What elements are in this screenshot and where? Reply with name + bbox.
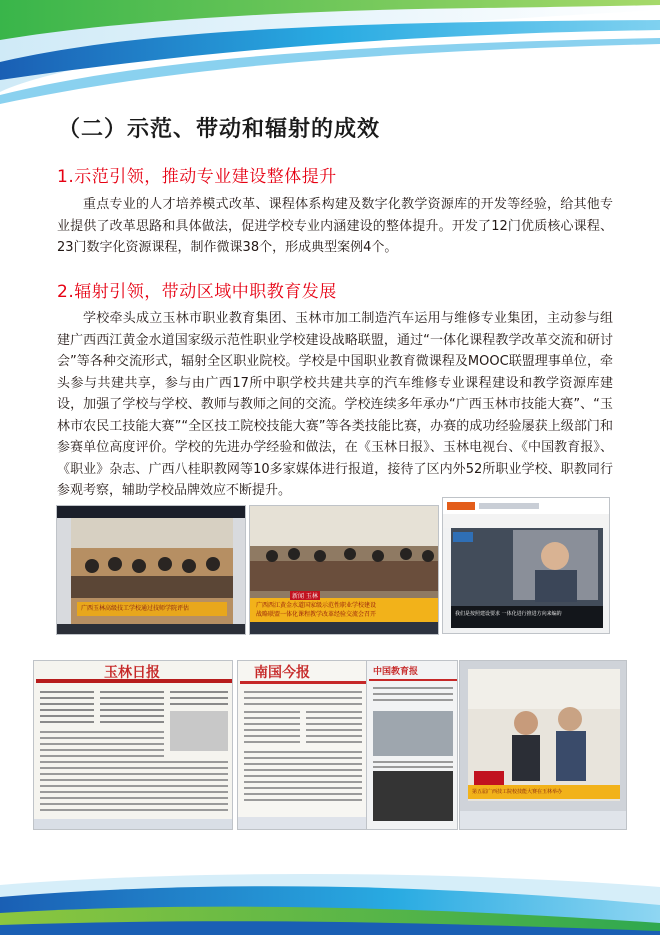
tv-news-photo-competition	[459, 660, 627, 830]
subsection-2-title: 2.辐射引领，带动区域中职教育发展	[57, 282, 337, 302]
tv-news-photo-meeting-2	[249, 505, 439, 635]
tv2-caption-line1: 广西西江黄金水道国家级示范性职业学校建设	[256, 602, 377, 609]
newspaper3-masthead: 中国教育报	[373, 667, 419, 677]
subsection-1-body: 重点专业的人才培养模式改革、课程体系构建及数字化教学资源库的开发等经验，给其他专业提供了改革思路和具体做法，促进学校专业内涵建设的整体提升。开发了12门优质核心课程、23门数字化资源课程，制作微课38个，形成典型案例4个。	[57, 197, 613, 255]
tv2-caption-line2: 战略联盟一体化课程教学改革经验交流会召开	[256, 611, 377, 618]
web-video-screenshot-interview	[442, 497, 610, 634]
subsection-1-title: 1.示范引领，推动专业建设整体提升	[57, 167, 337, 187]
newspaper1-masthead: 玉林日报	[104, 665, 160, 681]
newspaper-nanguo	[237, 660, 367, 830]
newspaper-china-education	[366, 660, 458, 830]
bottom-decorative-swoosh	[0, 865, 660, 935]
subsection-2-body: 学校牵头成立玉林市职业教育集团、玉林市加工制造汽车运用与维修专业集团，主动参与组建广西西江黄金水道国家级示范性职业学校建设战略联盟，通过“一体化课程教学改革交流和研讨会”等各种交流形式，辐射全区职业院校。学校是中国职业教育微课程及MOOC联盟理事单位，牵头参与共建共享，参与由广西17所中职学校共建共享的汽车维修专业课程建设和教学资源库建设，加强了学校与学校、教师与教师之间的交流。学校连续多年承办“广西玉林市技能大赛”、“玉林市农民工技能大赛”“全区技工院校技能大赛”等各类技能比赛，办赛的成功经验屡获上级部门和参赛单位高度评价。学校的先进办学经验和做法，在《玉林日报》、玉林电视台、《中国教育报》、《职业》杂志、广西八桂职教网等10多家媒体进行报道，接待了区内外52所职业学校、职教同行参观考察，辅助学校品牌效应不断提升。	[57, 311, 613, 498]
newspaper2-masthead: 南国今报	[254, 665, 310, 681]
tv-news-photo-meeting-1	[56, 505, 246, 635]
tv1-caption: 广西玉林高级技工学校通过技师学院评估	[81, 605, 190, 612]
tv2-tag: 新闻 玉林	[292, 593, 318, 600]
newspaper-yulin-daily	[33, 660, 233, 830]
tv3-subtitle: 我们是按照建设要求 一体化进行推进方向来编的	[455, 611, 562, 617]
section-title: （二）示范、带动和辐射的成效	[58, 117, 381, 142]
top-decorative-swoosh	[0, 0, 660, 110]
tv7-caption: 第五届广西技工院校技能大赛在玉林举办	[472, 789, 563, 795]
